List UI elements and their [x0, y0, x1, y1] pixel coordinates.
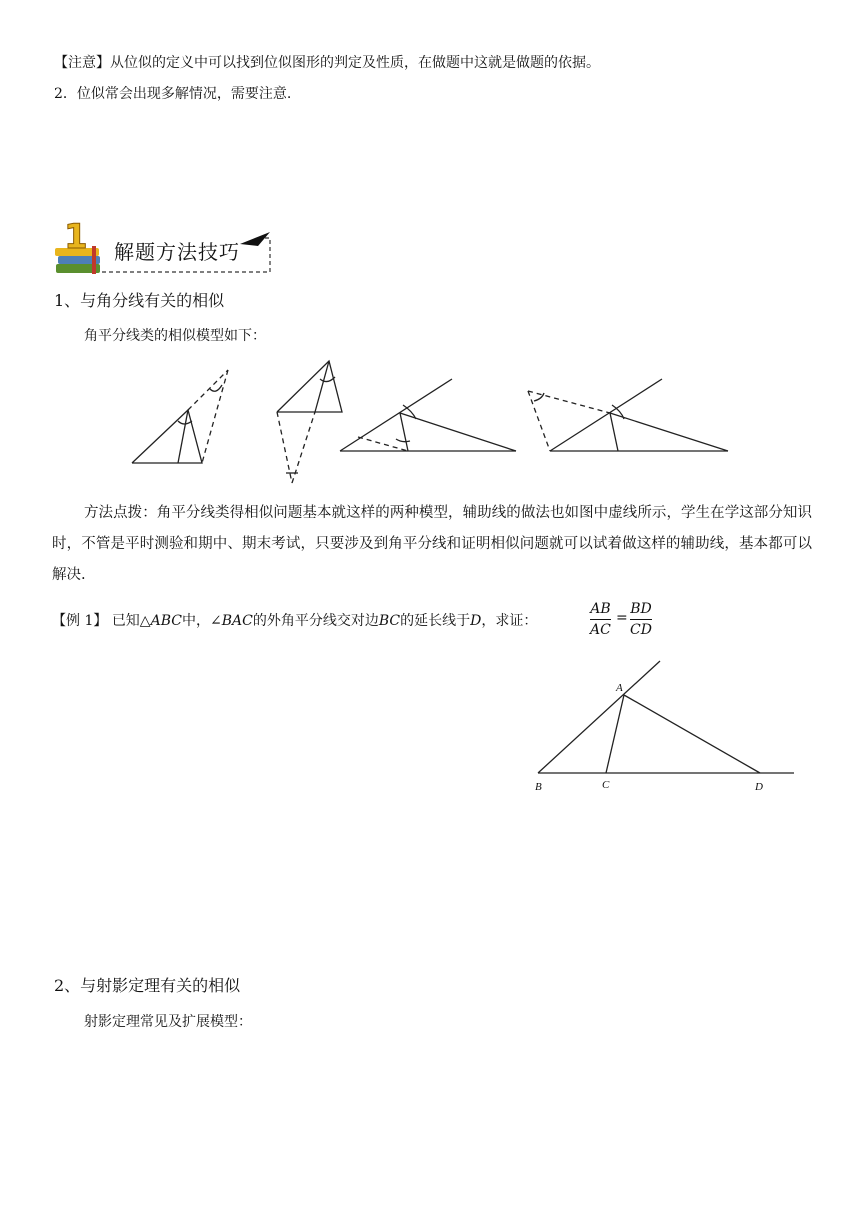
- fraction-left-denominator: AC: [590, 622, 611, 638]
- model-figure-4: [528, 379, 728, 451]
- equals-sign: =: [616, 610, 628, 626]
- model-figure-2: [277, 361, 342, 483]
- arrow-icon: [240, 232, 270, 246]
- method-tip-paragraph: 方法点拨：角平分线类得相似问题基本就这样的两种模型，辅助线的做法也如图中虚线所示，学生在学这部分知识时，不管是平时测验和期中、期末考试，只要涉及到角平分线和证明相似问题就可以试着做这样的辅助线，基本都可以解决.: [52, 505, 812, 583]
- bisector-models-figure: [120, 355, 740, 490]
- fraction-right: [630, 600, 652, 639]
- point-label-a: A: [616, 682, 623, 694]
- point-label-d: D: [755, 781, 763, 793]
- example-text-c: 的外角平分线交对边: [252, 613, 379, 629]
- fraction-right-numerator: BD: [630, 601, 652, 617]
- model-figure-1: [132, 370, 228, 463]
- example-1-statement: [52, 610, 537, 630]
- model-figure-3: [340, 379, 516, 451]
- section2-intro: 射影定理常见及扩展模型：: [84, 1014, 252, 1030]
- point-label-c: C: [602, 779, 610, 791]
- banner-number: 1: [64, 220, 88, 257]
- section1-intro: 角平分线类的相似模型如下：: [84, 328, 266, 344]
- example-text-b: 中，∠: [181, 613, 222, 629]
- angle-name: BAC: [221, 613, 253, 629]
- side-name: BC: [378, 613, 401, 629]
- example-1-figure: [520, 655, 810, 800]
- fraction-left: [590, 600, 611, 639]
- triangle-name: ABC: [150, 613, 182, 629]
- note-line: 【注意】从位似的定义中可以找到位似图形的判定及性质，在做题中这就是做题的依据。: [54, 55, 600, 71]
- example-label: 【例 1】: [52, 613, 108, 629]
- example-text-d: 的延长线于: [400, 613, 471, 629]
- point-label-b: B: [535, 781, 542, 793]
- fraction-left-numerator: AB: [590, 601, 611, 617]
- list-item-2: 2．位似常会出现多解情况，需要注意.: [54, 86, 292, 102]
- fraction-right-denominator: CD: [630, 622, 652, 638]
- example-text-a: 已知△: [111, 613, 151, 629]
- section2-heading: 2、与射影定理有关的相似: [54, 976, 241, 995]
- example-text-e: ，求证：: [481, 613, 538, 629]
- point-name: D: [470, 613, 482, 629]
- section1-heading: 1、与角分线有关的相似: [54, 291, 225, 310]
- banner-title: 解题方法技巧: [114, 240, 240, 264]
